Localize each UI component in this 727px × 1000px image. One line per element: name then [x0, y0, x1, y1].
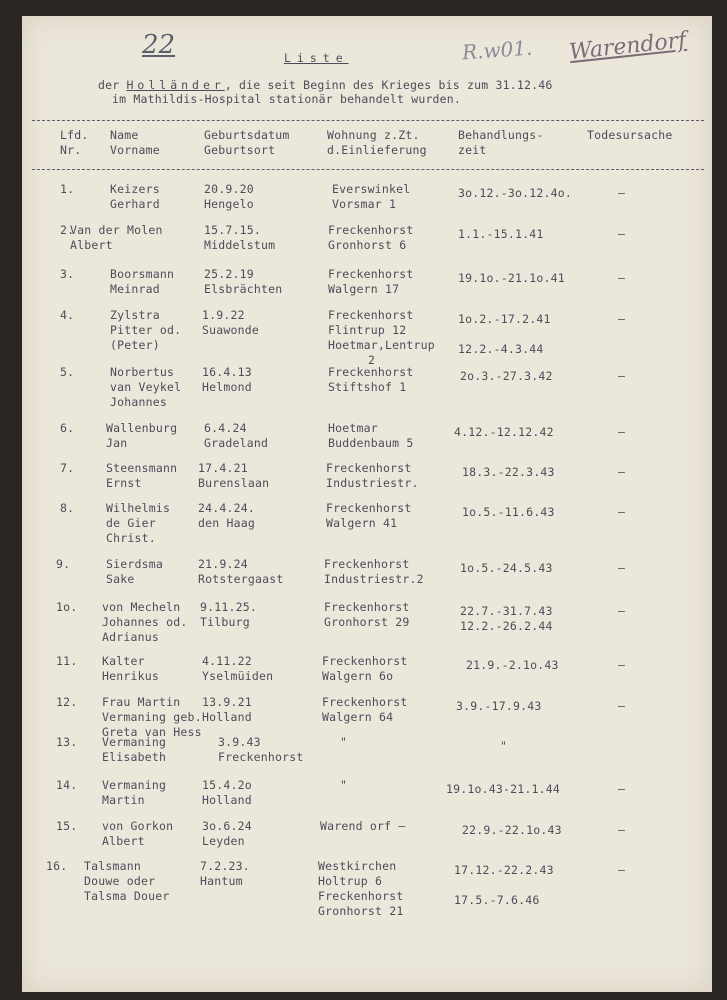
treatment-period: 12.2.-4.3.44 — [458, 342, 544, 356]
patient-name: Albert — [102, 834, 145, 848]
patient-name: Henrikus — [102, 669, 159, 683]
address-info: Stiftshof 1 — [328, 380, 407, 394]
treatment-period: 22.7.-31.7.43 — [460, 604, 553, 618]
column-header-address: Wohnung z.Zt. — [327, 128, 420, 142]
cause-of-death: – — [618, 425, 626, 439]
archive-stamp: R.w01. — [461, 35, 534, 65]
patient-name: Wallenburg — [106, 421, 178, 435]
address-info: Freckenhorst — [324, 557, 410, 571]
patient-name: Greta van Hess — [102, 725, 202, 739]
treatment-period: 19.1o.-21.1o.41 — [458, 271, 565, 285]
heading-suffix: , die seit Beginn des Krieges bis zum 31.12.46 — [224, 78, 553, 92]
cause-of-death: – — [618, 604, 626, 618]
patient-name: Sierdsma — [106, 557, 163, 571]
row-number: 15. — [56, 819, 78, 833]
heading-prefix: der — [98, 78, 127, 92]
column-header-name: Name — [110, 128, 139, 142]
address-info: Hoetmar,Lentrup — [328, 338, 435, 352]
patient-name: Talsmann — [84, 859, 141, 873]
address-info: Freckenhorst — [326, 461, 412, 475]
column-header-address: d.Einlieferung — [327, 143, 427, 157]
birth-info: 20.9.20 — [204, 182, 254, 196]
patient-name: Douwe oder — [84, 874, 156, 888]
address-info: Walgern 64 — [322, 710, 394, 724]
birth-info: Burenslaan — [198, 476, 270, 490]
cause-of-death: – — [618, 312, 626, 326]
address-info: Freckenhorst — [322, 695, 408, 709]
address-info: Vorsmar 1 — [332, 197, 397, 211]
birth-info: Middelstum — [204, 238, 276, 252]
address-info: Everswinkel — [332, 182, 411, 196]
cause-of-death: – — [618, 505, 626, 519]
address-info: Warend orf – — [320, 819, 406, 833]
birth-info: 15.4.2o — [202, 778, 252, 792]
treatment-period: 2o.3.-27.3.42 — [460, 369, 553, 383]
patient-name: von Gorkon — [102, 819, 174, 833]
treatment-period: 1.1.-15.1.41 — [458, 227, 544, 241]
cause-of-death: – — [618, 699, 626, 713]
patient-name: Kalter — [102, 654, 145, 668]
patient-name: Sake — [106, 572, 135, 586]
patient-name: Martin — [102, 793, 145, 807]
treatment-period: 1o.5.-24.5.43 — [460, 561, 553, 575]
cause-of-death: – — [618, 369, 626, 383]
address-info: " — [340, 735, 348, 749]
patient-name: de Gier — [106, 516, 156, 530]
birth-info: Yselmüiden — [202, 669, 274, 683]
patient-name: (Peter) — [110, 338, 160, 352]
address-info: Gronhorst 29 — [324, 615, 410, 629]
row-number: 1o. — [56, 600, 78, 614]
column-header-lfd: Nr. — [60, 143, 82, 157]
document-title: Liste — [284, 51, 349, 65]
treatment-period: 17.5.-7.6.46 — [454, 893, 540, 907]
document-page — [22, 16, 712, 992]
birth-info: Holland — [202, 793, 252, 807]
patient-name: Adrianus — [102, 630, 159, 644]
birth-info: 25.2.19 — [204, 267, 254, 281]
heading-highlight: Holländer — [126, 78, 225, 92]
patient-name: Vermaning — [102, 778, 167, 792]
address-info: Walgern 41 — [326, 516, 398, 530]
address-info: Gronhorst 21 — [318, 904, 404, 918]
patient-name: Johannes od. — [102, 615, 188, 629]
address-info: Freckenhorst — [322, 654, 408, 668]
row-number: 2. — [60, 223, 75, 237]
treatment-period: 3.9.-17.9.43 — [456, 699, 542, 713]
patient-name: Frau Martin — [102, 695, 181, 709]
address-info: Industriestr. — [326, 476, 419, 490]
address-info: " — [340, 778, 348, 792]
treatment-period: " — [500, 739, 508, 753]
row-number: 6. — [60, 421, 75, 435]
cause-of-death: – — [618, 782, 626, 796]
row-number: 5. — [60, 365, 75, 379]
address-info: 2 — [368, 353, 376, 367]
treatment-period: 22.9.-22.1o.43 — [462, 823, 562, 837]
address-info: Holtrup 6 — [318, 874, 383, 888]
cause-of-death: – — [618, 863, 626, 877]
address-info: Freckenhorst — [324, 600, 410, 614]
birth-info: 17.4.21 — [198, 461, 248, 475]
row-number: 7. — [60, 461, 75, 475]
address-info: Freckenhorst — [328, 308, 414, 322]
address-info: Freckenhorst — [328, 365, 414, 379]
address-info: Flintrup 12 — [328, 323, 407, 337]
row-number: 8. — [60, 501, 75, 515]
patient-name: Talsma Douer — [84, 889, 170, 903]
column-header-birth: Geburtsdatum — [204, 128, 290, 142]
birth-info: den Haag — [198, 516, 255, 530]
address-info: Hoetmar — [328, 421, 378, 435]
row-number: 14. — [56, 778, 78, 792]
birth-info: 6.4.24 — [204, 421, 247, 435]
patient-name: von Mecheln — [102, 600, 181, 614]
address-info: Westkirchen — [318, 859, 397, 873]
heading-line-1 — [98, 78, 553, 93]
treatment-period: 1o.2.-17.2.41 — [458, 312, 551, 326]
birth-info: Rotstergaast — [198, 572, 284, 586]
column-header-treatment: Behandlungs- — [458, 128, 544, 142]
patient-name: Boorsmann — [110, 267, 175, 281]
address-info: Walgern 6o — [322, 669, 394, 683]
birth-info: 15.7.15. — [204, 223, 261, 237]
divider-top — [32, 120, 704, 121]
birth-info: 24.4.24. — [198, 501, 255, 515]
location-note: Warendorf — [568, 27, 688, 66]
birth-info: 16.4.13 — [202, 365, 252, 379]
page-number: 22 — [142, 30, 176, 60]
address-info: Freckenhorst — [318, 889, 404, 903]
cause-of-death: – — [618, 465, 626, 479]
patient-name: Johannes — [110, 395, 167, 409]
patient-name: Van der Molen — [70, 223, 163, 237]
birth-info: 7.2.23. — [200, 859, 250, 873]
column-header-birth: Geburtsort — [204, 143, 276, 157]
address-info: Freckenhorst — [328, 267, 414, 281]
birth-info: 21.9.24 — [198, 557, 248, 571]
birth-info: 3o.6.24 — [202, 819, 252, 833]
heading-line-2: im Mathildis-Hospital stationär behandelt wurden. — [112, 92, 462, 106]
patient-name: Elisabeth — [102, 750, 167, 764]
birth-info: Hantum — [200, 874, 243, 888]
row-number: 3. — [60, 267, 75, 281]
treatment-period: 18.3.-22.3.43 — [462, 465, 555, 479]
birth-info: Leyden — [202, 834, 245, 848]
birth-info: Holland — [202, 710, 252, 724]
patient-name: van Veykel — [110, 380, 182, 394]
treatment-period: 1o.5.-11.6.43 — [462, 505, 555, 519]
cause-of-death: – — [618, 658, 626, 672]
patient-name: Jan — [106, 436, 128, 450]
patient-name: Norbertus — [110, 365, 175, 379]
divider-header — [32, 169, 704, 170]
patient-name: Wilhelmis — [106, 501, 171, 515]
birth-info: 9.11.25. — [200, 600, 257, 614]
treatment-period: 17.12.-22.2.43 — [454, 863, 554, 877]
patient-name: Meinrad — [110, 282, 160, 296]
address-info: Freckenhorst — [326, 501, 412, 515]
address-info: Industriestr.2 — [324, 572, 424, 586]
cause-of-death: – — [618, 271, 626, 285]
cause-of-death: – — [618, 186, 626, 200]
column-header-cause: Todesursache — [587, 128, 673, 142]
cause-of-death: – — [618, 561, 626, 575]
row-number: 1. — [60, 182, 75, 196]
birth-info: Elsbrächten — [204, 282, 283, 296]
cause-of-death: – — [618, 227, 626, 241]
birth-info: 13.9.21 — [202, 695, 252, 709]
birth-info: Hengelo — [204, 197, 254, 211]
patient-name: Vermaning geb. — [102, 710, 202, 724]
birth-info: Tilburg — [200, 615, 250, 629]
birth-info: Freckenhorst — [218, 750, 304, 764]
row-number: 11. — [56, 654, 78, 668]
column-header-treatment: zeit — [458, 143, 487, 157]
treatment-period: 21.9.-2.1o.43 — [466, 658, 559, 672]
patient-name: Zylstra — [110, 308, 160, 322]
row-number: 4. — [60, 308, 75, 322]
row-number: 12. — [56, 695, 78, 709]
column-header-lfd: Lfd. — [60, 128, 89, 142]
row-number: 13. — [56, 735, 78, 749]
patient-name: Gerhard — [110, 197, 160, 211]
birth-info: 1.9.22 — [202, 308, 245, 322]
patient-name: Pitter od. — [110, 323, 182, 337]
birth-info: Suawonde — [202, 323, 259, 337]
birth-info: 4.11.22 — [202, 654, 252, 668]
patient-name: Vermaning — [102, 735, 167, 749]
treatment-period: 19.1o.43-21.1.44 — [446, 782, 560, 796]
birth-info: 3.9.43 — [218, 735, 261, 749]
row-number: 16. — [46, 859, 68, 873]
cause-of-death: – — [618, 823, 626, 837]
birth-info: Helmond — [202, 380, 252, 394]
patient-name: Christ. — [106, 531, 156, 545]
address-info: Buddenbaum 5 — [328, 436, 414, 450]
patient-name: Ernst — [106, 476, 142, 490]
treatment-period: 12.2.-26.2.44 — [460, 619, 553, 633]
treatment-period: 4.12.-12.12.42 — [454, 425, 554, 439]
treatment-period: 3o.12.-3o.12.4o. — [458, 186, 572, 200]
birth-info: Gradeland — [204, 436, 269, 450]
address-info: Freckenhorst — [328, 223, 414, 237]
patient-name: Keizers — [110, 182, 160, 196]
row-number: 9. — [56, 557, 71, 571]
patient-name: Steensmann — [106, 461, 178, 475]
column-header-name: Vorname — [110, 143, 160, 157]
address-info: Walgern 17 — [328, 282, 400, 296]
patient-name: Albert — [70, 238, 113, 252]
address-info: Gronhorst 6 — [328, 238, 407, 252]
